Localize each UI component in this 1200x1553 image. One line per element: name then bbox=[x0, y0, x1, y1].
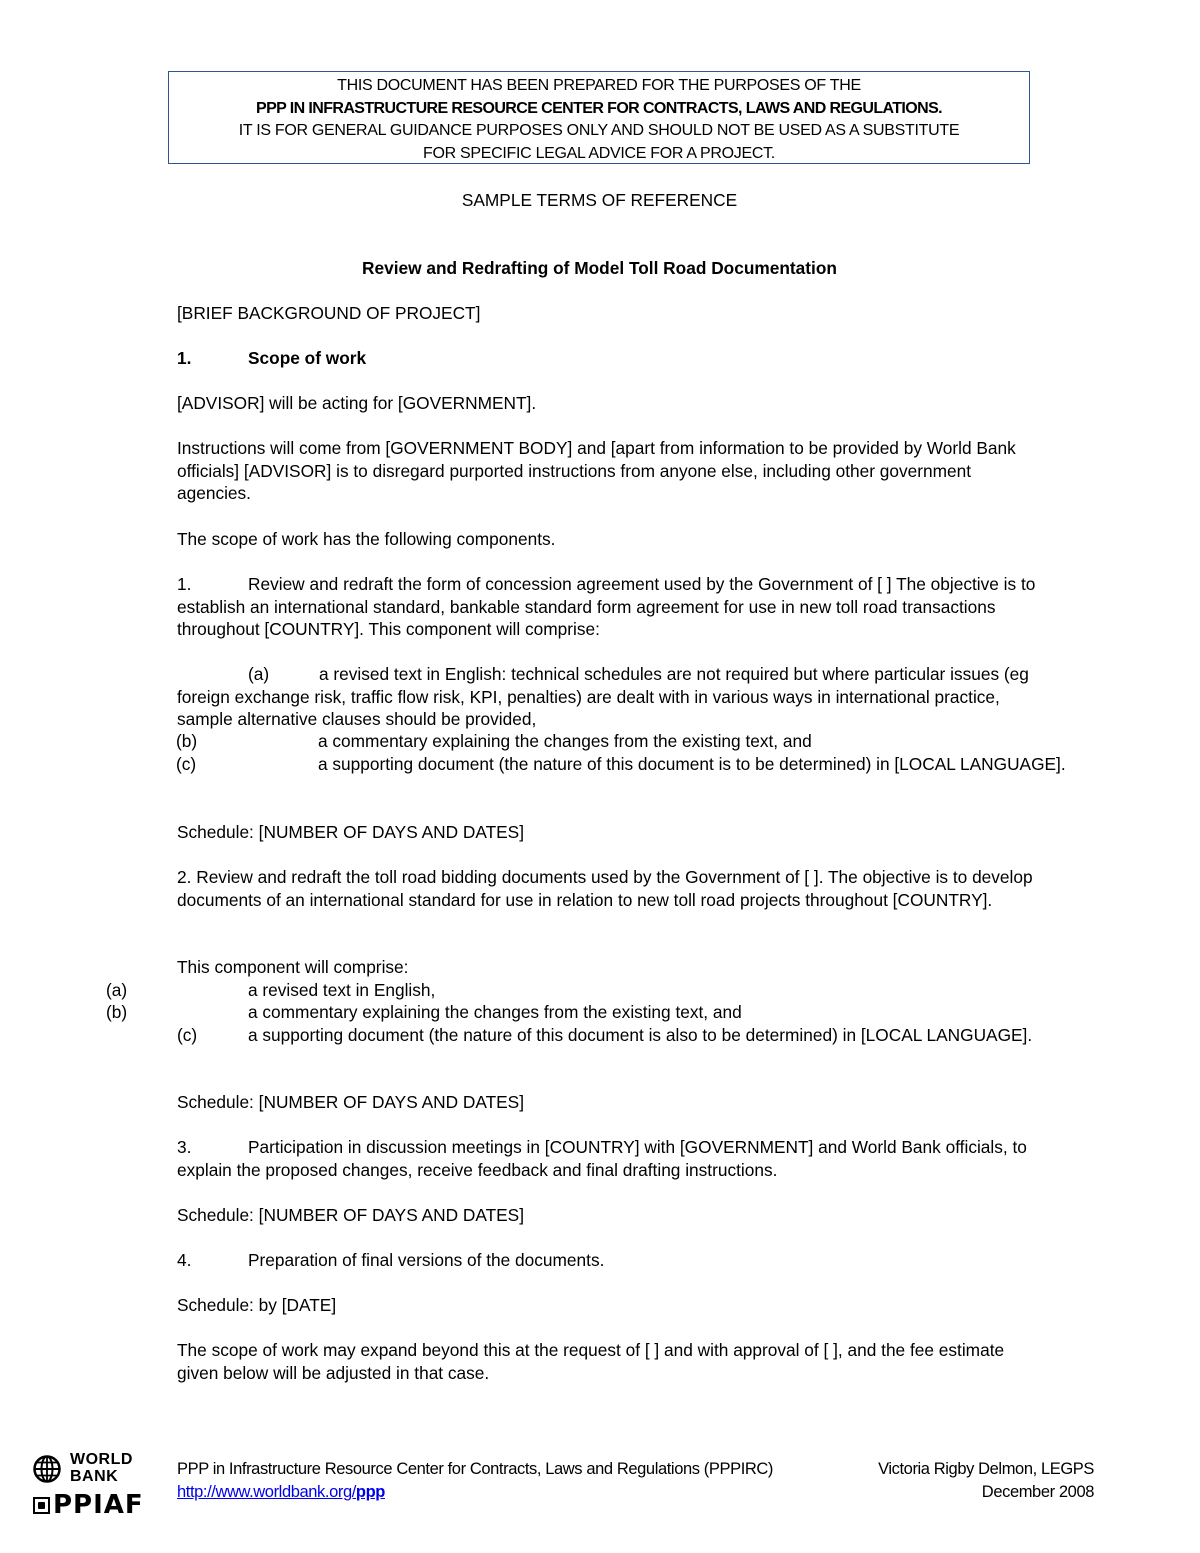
item-label: (b) bbox=[106, 1002, 128, 1022]
disclaimer-line-1: THIS DOCUMENT HAS BEEN PREPARED FOR THE PURPOSES OF THE bbox=[337, 77, 861, 94]
item-label: (b) bbox=[176, 731, 198, 751]
world-bank-logo bbox=[33, 1453, 153, 1487]
schedule-1: Schedule: [NUMBER OF DAYS AND DATES] bbox=[177, 822, 524, 842]
item-label: (c) bbox=[177, 1025, 198, 1045]
footer-right bbox=[878, 1458, 1094, 1504]
item-label: (a) bbox=[106, 980, 128, 1000]
component-4-number: 4. bbox=[177, 1250, 192, 1270]
background-placeholder: [BRIEF BACKGROUND OF PROJECT] bbox=[177, 303, 481, 323]
component-3-number: 3. bbox=[177, 1137, 192, 1157]
disclaimer-line-3: IT IS FOR GENERAL GUIDANCE PURPOSES ONLY AND SHOULD NOT BE USED AS A SUBSTITUTE bbox=[238, 122, 960, 139]
footer-date: December 2008 bbox=[981, 1483, 1094, 1501]
schedule-4: Schedule: by [DATE] bbox=[177, 1295, 337, 1315]
component-2-item-c bbox=[177, 1024, 1037, 1047]
ppiaf-wordmark: PPIAF bbox=[53, 1490, 144, 1520]
paragraph-expand: The scope of work may expand beyond this at the request of [ ] and with approval of [ ], and the fee estimate given below will be adjusted in that case. bbox=[177, 1340, 1005, 1383]
paragraph-scope: The scope of work has the following components. bbox=[177, 529, 556, 549]
schedule-3: Schedule: [NUMBER OF DAYS AND DATES] bbox=[177, 1205, 524, 1225]
item-text: a commentary explaining the changes from the existing text, and bbox=[318, 731, 812, 751]
item-text: a revised text in English, bbox=[248, 980, 436, 1000]
globe-icon bbox=[33, 1455, 61, 1483]
section-number: 1. bbox=[177, 348, 192, 368]
component-4 bbox=[177, 1249, 1037, 1272]
ppiaf-mark-icon bbox=[33, 1497, 50, 1514]
section-heading bbox=[177, 347, 1037, 370]
document-title: Review and Redrafting of Model Toll Road Documentation bbox=[362, 258, 837, 278]
component-1-item-c bbox=[177, 753, 1178, 776]
component-1-number: 1. bbox=[177, 574, 192, 594]
component-1 bbox=[177, 573, 1037, 641]
disclaimer-box bbox=[168, 71, 1030, 164]
document-subtitle: SAMPLE TERMS OF REFERENCE bbox=[461, 190, 738, 210]
component-2-item-b bbox=[106, 1001, 1108, 1024]
item-text: a revised text in English: technical schedules are not required but where particular issues (eg foreign exchange risk, traffic flow risk, KPI, penalties) are dealt with in various ways in international practice, sample alternative clauses should be provided, bbox=[177, 664, 1029, 729]
component-2: 2. Review and redraft the toll road bidding documents used by the Government of [ ]. The objective is to develop documents of an international standard for use in relation to new toll road projects throughout [COUNTRY]. bbox=[177, 867, 1033, 910]
item-label: (a) bbox=[248, 664, 270, 684]
paragraph-instructions: Instructions will come from [GOVERNMENT BODY] and [apart from information to be provided by World Bank officials] [ADVISOR] is to disregard purported instructions from anyone else, including other government agencies. bbox=[177, 438, 1016, 503]
schedule-2: Schedule: [NUMBER OF DAYS AND DATES] bbox=[177, 1092, 524, 1112]
component-3 bbox=[177, 1136, 1037, 1181]
paragraph-advisor: [ADVISOR] will be acting for [GOVERNMENT]. bbox=[177, 393, 537, 413]
footer-center bbox=[177, 1458, 773, 1504]
footer-link[interactable]: http://www.worldbank.org/ppp bbox=[177, 1483, 385, 1501]
item-text: a supporting document (the nature of this document is also to be determined) in [LOCAL LANGUAGE]. bbox=[248, 1025, 1033, 1045]
component-1-text: Review and redraft the form of concession agreement used by the Government of [ ] The objective is to establish an international standard, bankable standard form agreement for use in new toll road transactions throughout [COUNTRY]. This component will comprise: bbox=[177, 574, 1036, 639]
component-3-text: Participation in discussion meetings in [COUNTRY] with [GOVERNMENT] and World Bank officials, to explain the proposed changes, receive feedback and final drafting instructions. bbox=[177, 1137, 1027, 1180]
component-1-item-a bbox=[177, 663, 1037, 731]
disclaimer-line-2: PPP IN INFRASTRUCTURE RESOURCE CENTER FOR CONTRACTS, LAWS AND REGULATIONS. bbox=[256, 99, 942, 117]
footer-author: Victoria Rigby Delmon, LEGPS bbox=[878, 1460, 1094, 1478]
component-2-intro: This component will comprise: bbox=[177, 957, 409, 977]
section-title: Scope of work bbox=[248, 348, 367, 368]
item-label: (c) bbox=[176, 754, 197, 774]
item-text: a supporting document (the nature of this document is to be determined) in [LOCAL LANGUAGE]. bbox=[318, 754, 1066, 774]
disclaimer-line-4: FOR SPECIFIC LEGAL ADVICE FOR A PROJECT. bbox=[423, 144, 775, 162]
world-bank-wordmark: WORLD BANK bbox=[70, 1451, 133, 1485]
component-1-item-b bbox=[177, 730, 1178, 753]
component-4-text: Preparation of final versions of the documents. bbox=[248, 1250, 605, 1270]
footer-center-line: PPP in Infrastructure Resource Center for Contracts, Laws and Regulations (PPPIRC) bbox=[177, 1460, 774, 1478]
component-2-item-a bbox=[106, 979, 1108, 1002]
item-text: a commentary explaining the changes from the existing text, and bbox=[248, 1002, 742, 1022]
ppiaf-logo bbox=[33, 1490, 173, 1520]
